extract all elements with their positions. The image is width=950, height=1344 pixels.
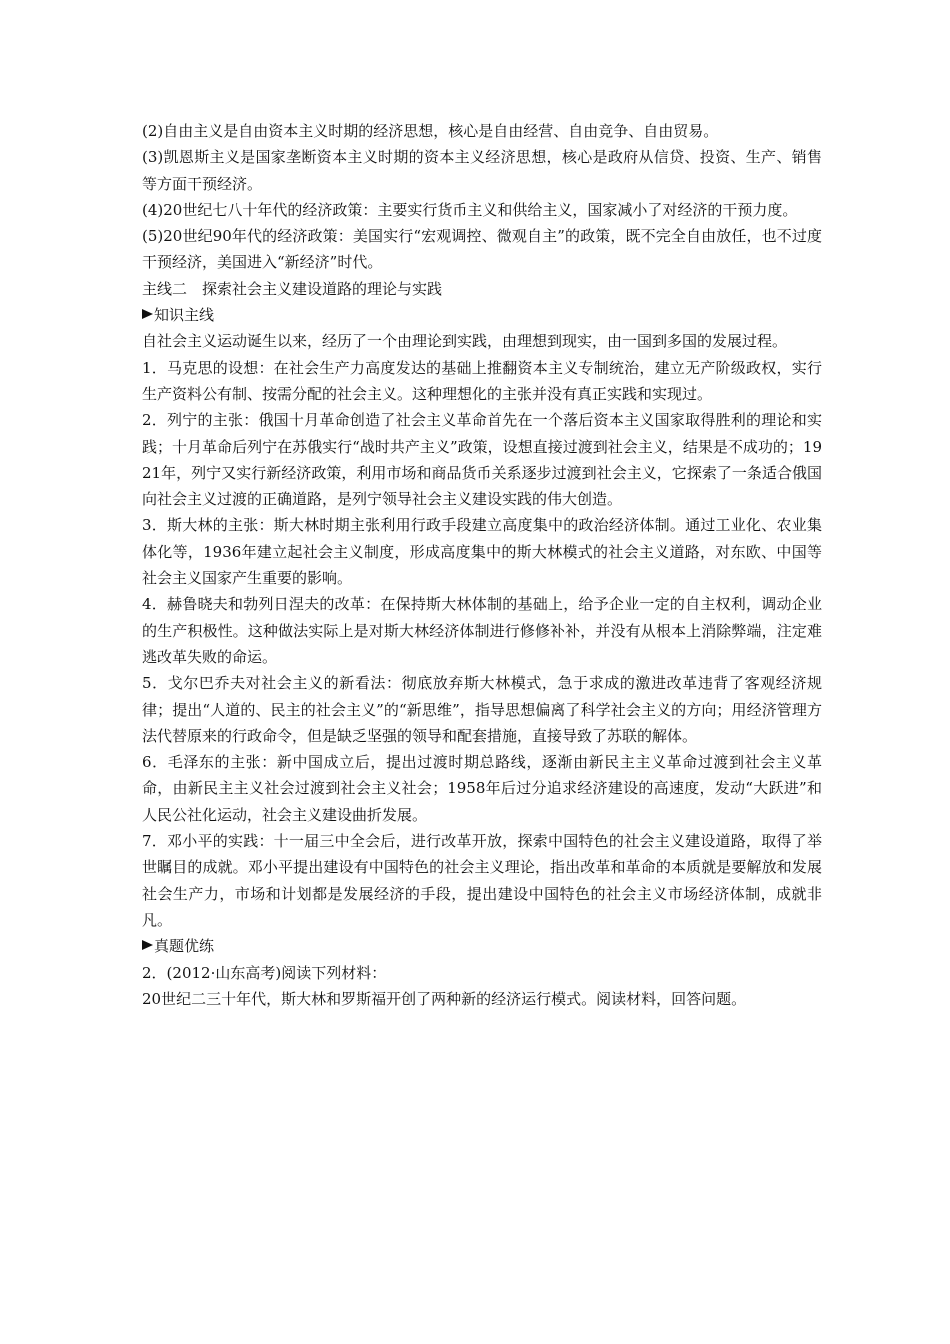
econ-item-3: (3)凯恩斯主义是国家垄断资本主义时期的资本主义经济思想，核心是政府从信贷、投资、生产、销售等方面干预经济。 (142, 148, 822, 193)
triangle-marker-icon (142, 940, 153, 950)
list-item-mao: 6．毛泽东的主张：新中国成立后，提出过渡时期总路线，逐渐由新民主主义革命过渡到社会主义革命，由新民主主义社会过渡到社会主义社会；1958年后过分追求经济建设的高速度，发动“大跃进”和人民公社化运动，社会主义建设曲折发展。 (142, 753, 822, 824)
econ-item-2: (2)自由主义是自由资本主义时期的经济思想，核心是自由经营、自由竞争、自由贸易。 (142, 122, 719, 140)
question-header: 2．(2012·山东高考)阅读下列材料： (142, 963, 387, 982)
mainline-two-title: 主线二 探索社会主义建设道路的理论与实践 (142, 279, 443, 298)
list-item-stalin: 3．斯大林的主张：斯大林时期主张利用行政手段建立高度集中的政治经济体制。通过工业化、农业集体化等，1936年建立起社会主义制度，形成高度集中的斯大林模式的社会主义道路，对东欧、中国等社会主义国家产生重要的影响。 (142, 516, 822, 588)
triangle-marker-icon (142, 309, 153, 319)
list-item-lenin: 2．列宁的主张：俄国十月革命创造了社会主义革命首先在一个落后资本主义国家取得胜利的理论和实践；十月革命后列宁在苏俄实行“战时共产主义”政策，设想直接过渡到社会主义，结果是不成功的；1921年，列宁又实行新经济政策，利用市场和商品货币关系逐步过渡到社会主义，它探索了一条适合俄国向社会主义过渡的正确道路，是列宁领导社会主义建设实践的伟大创造。 (142, 411, 822, 509)
list-item-khrushchev-brezhnev: 4．赫鲁晓夫和勃列日涅夫的改革：在保持斯大林体制的基础上，给予企业一定的自主权利，调动企业的生产积极性。这种做法实际上是对斯大林经济体制进行修修补补，并没有从根本上消除弊端，注定难逃改革失败的命运。 (142, 595, 822, 666)
document-page (142, 118, 822, 1012)
knowledge-heading-label: 知识主线 (154, 306, 215, 325)
mainline-intro: 自社会主义运动诞生以来，经历了一个由理论到实践，由理想到现实，由一国到多国的发展过程。 (142, 332, 788, 351)
list-item-gorbachev: 5．戈尔巴乔夫对社会主义的新看法：彻底放弃斯大林模式，急于求成的激进改革违背了客观经济规律；提出“人道的、民主的社会主义”的“新思维”，指导思想偏离了科学社会主义的方向；用经济管理方法代替原来的行政命令，但是缺乏坚强的领导和配套措施，直接导致了苏联的解体。 (142, 674, 822, 745)
practice-heading-label: 真题优练 (154, 937, 215, 956)
practice-heading (142, 933, 822, 959)
econ-item-5: (5)20世纪90年代的经济政策：美国实行“宏观调控、微观自主”的政策，既不完全自由放任，也不过度干预经济，美国进入“新经济”时代。 (142, 227, 822, 272)
knowledge-heading (142, 302, 822, 328)
econ-item-4: (4)20世纪七八十年代的经济政策：主要实行货币主义和供给主义，国家减小了对经济的干预力度。 (142, 200, 798, 219)
question-text: 20世纪二三十年代，斯大林和罗斯福开创了两种新的经济运行模式。阅读材料，回答问题。 (142, 989, 747, 1008)
list-item-deng: 7．邓小平的实践：十一届三中全会后，进行改革开放，探索中国特色的社会主义建设道路，取得了举世瞩目的成就。邓小平提出建设有中国特色的社会主义理论，指出改革和革命的本质就是要解放和发展社会生产力，市场和计划都是发展经济的手段，提出建设中国特色的社会主义市场经济体制，成就非凡。 (142, 832, 822, 929)
list-item-marx: 1．马克思的设想：在社会生产力高度发达的基础上推翻资本主义专制统治，建立无产阶级政权，实行生产资料公有制、按需分配的社会主义。这种理想化的主张并没有真正实践和实现过。 (142, 358, 822, 403)
